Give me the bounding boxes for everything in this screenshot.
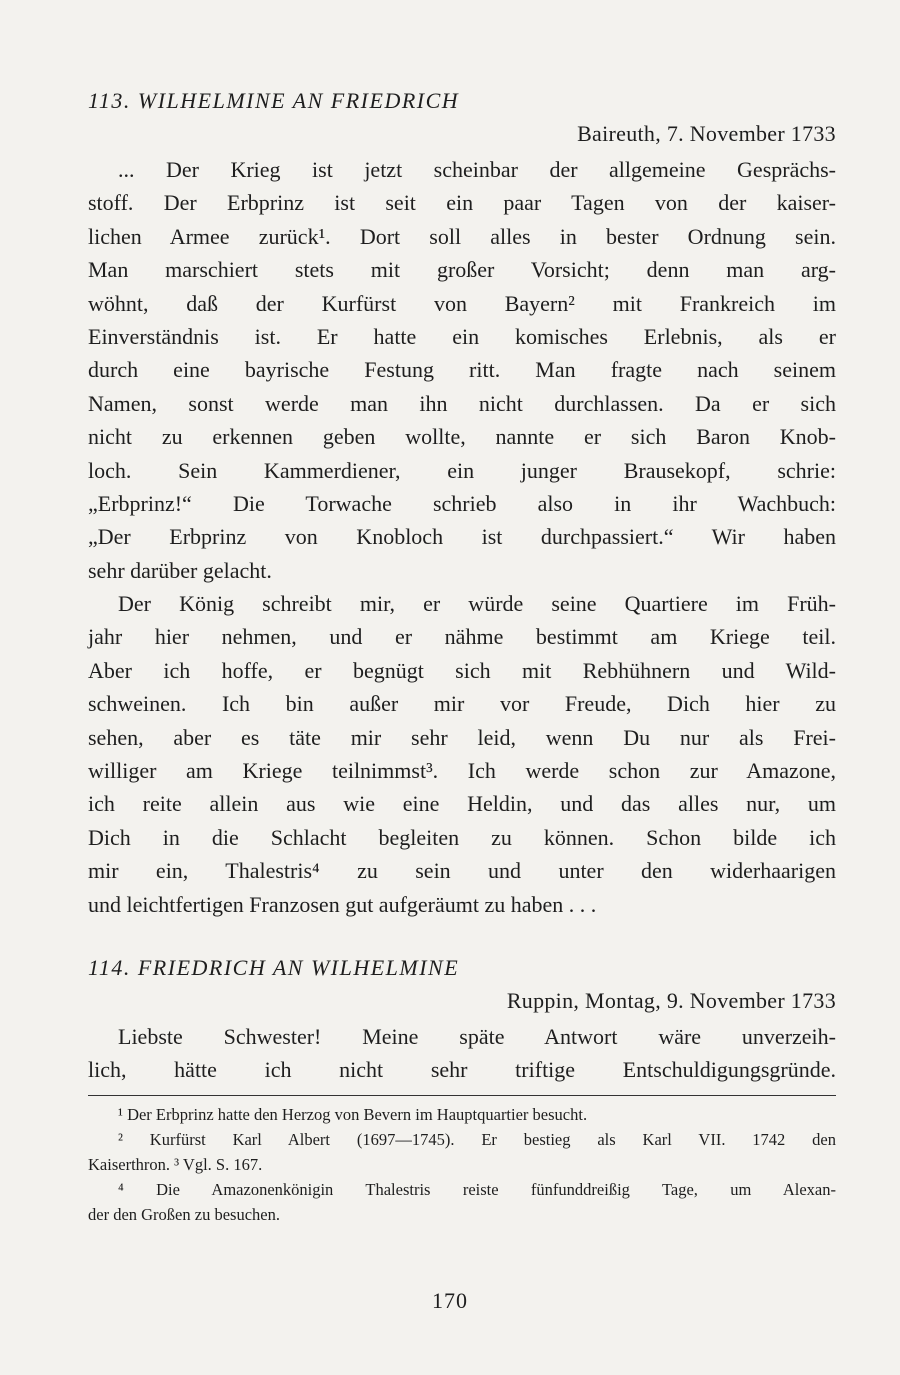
letter-heading: 114. FRIEDRICH AN WILHELMINE (88, 954, 460, 980)
footnote-line: Kaiserthron. ³ Vgl. S. 167. (88, 1154, 263, 1174)
text-line: Man marschiert stets mit großer Vorsicht; denn man arg- (88, 257, 836, 283)
text-line: ... Der Krieg ist jetzt scheinbar der allgemeine Gesprächs- (118, 157, 836, 182)
letter-heading: 113. WILHELMINE AN FRIEDRICH (88, 88, 460, 113)
text-line: stoff. Der Erbprinz ist seit ein paar Tagen von der kaiser- (88, 190, 836, 216)
text-line: Namen, sonst werde man ihn nicht durchlassen. Da er sich (88, 390, 836, 416)
text-line: Der König schreibt mir, er würde seine Quartiere im Früh- (118, 591, 836, 617)
text-line: durch eine bayrische Festung ritt. Man fragte nach seinem (88, 357, 836, 383)
footnote-line: ⁴ Die Amazonenkönigin Thalestris reiste fünfunddreißig Tage, um Alexan- (118, 1179, 836, 1199)
footnote-divider (88, 1095, 836, 1096)
footnote-line: ² Kurfürst Karl Albert (1697—1745). Er bestieg als Karl VII. 1742 den (118, 1129, 836, 1149)
footnotes (88, 1102, 836, 1227)
letter-date: Baireuth, 7. November 1733 (577, 121, 836, 146)
text-line: Einverständnis ist. Er hatte ein komisches Erlebnis, als er (88, 323, 836, 349)
text-line: lich, hätte ich nicht sehr triftige Entschuldigungsgründe. (88, 1057, 836, 1083)
text-line: Liebste Schwester! Meine späte Antwort wäre unverzeih- (118, 1023, 836, 1049)
text-line: „Der Erbprinz von Knobloch ist durchpassiert.“ Wir haben (88, 524, 836, 550)
text-line: Aber ich hoffe, er begnügt sich mit Rebhühnern und Wild- (88, 657, 836, 683)
text-line: schweinen. Ich bin außer mir vor Freude, Dich hier zu (88, 691, 836, 717)
text-line: mir ein, Thalestris⁴ zu sein und unter den widerhaarigen (88, 858, 836, 884)
text-line: wöhnt, daß der Kurfürst von Bayern² mit Frankreich im (88, 290, 836, 316)
text-line: loch. Sein Kammerdiener, ein junger Brausekopf, schrie: (88, 457, 836, 483)
letter-gap (88, 921, 836, 951)
footnote-line: der den Großen zu besuchen. (88, 1204, 280, 1224)
footnote-line: ¹ Der Erbprinz hatte den Herzog von Bevern im Hauptquartier besucht. (118, 1104, 588, 1124)
text-line: jahr hier nehmen, und er nähme bestimmt am Kriege teil. (88, 624, 836, 650)
book-page (88, 84, 836, 1227)
text-line: sehr darüber gelacht. (88, 557, 272, 583)
text-line: und leichtfertigen Franzosen gut aufgeräumt zu haben . . . (88, 891, 597, 917)
text-line: „Erbprinz!“ Die Torwache schrieb also in ihr Wachbuch: (88, 490, 836, 516)
text-line: Dich in die Schlacht begleiten zu können. Schon bilde ich (88, 824, 836, 850)
letters (88, 84, 836, 1087)
text-line: sehen, aber es täte mir sehr leid, wenn Du nur als Frei- (88, 724, 836, 750)
page-number: 170 (432, 1288, 468, 1313)
text-line: nicht zu erkennen geben wollte, nannte er sich Baron Knob- (88, 424, 836, 450)
text-line: ich reite allein aus wie eine Heldin, und das alles nur, um (88, 791, 836, 817)
letter-date: Ruppin, Montag, 9. November 1733 (506, 987, 836, 1013)
text-line: lichen Armee zurück¹. Dort soll alles in bester Ordnung sein. (88, 223, 836, 249)
text-line: williger am Kriege teilnimmst³. Ich werde schon zur Amazone, (88, 758, 836, 784)
